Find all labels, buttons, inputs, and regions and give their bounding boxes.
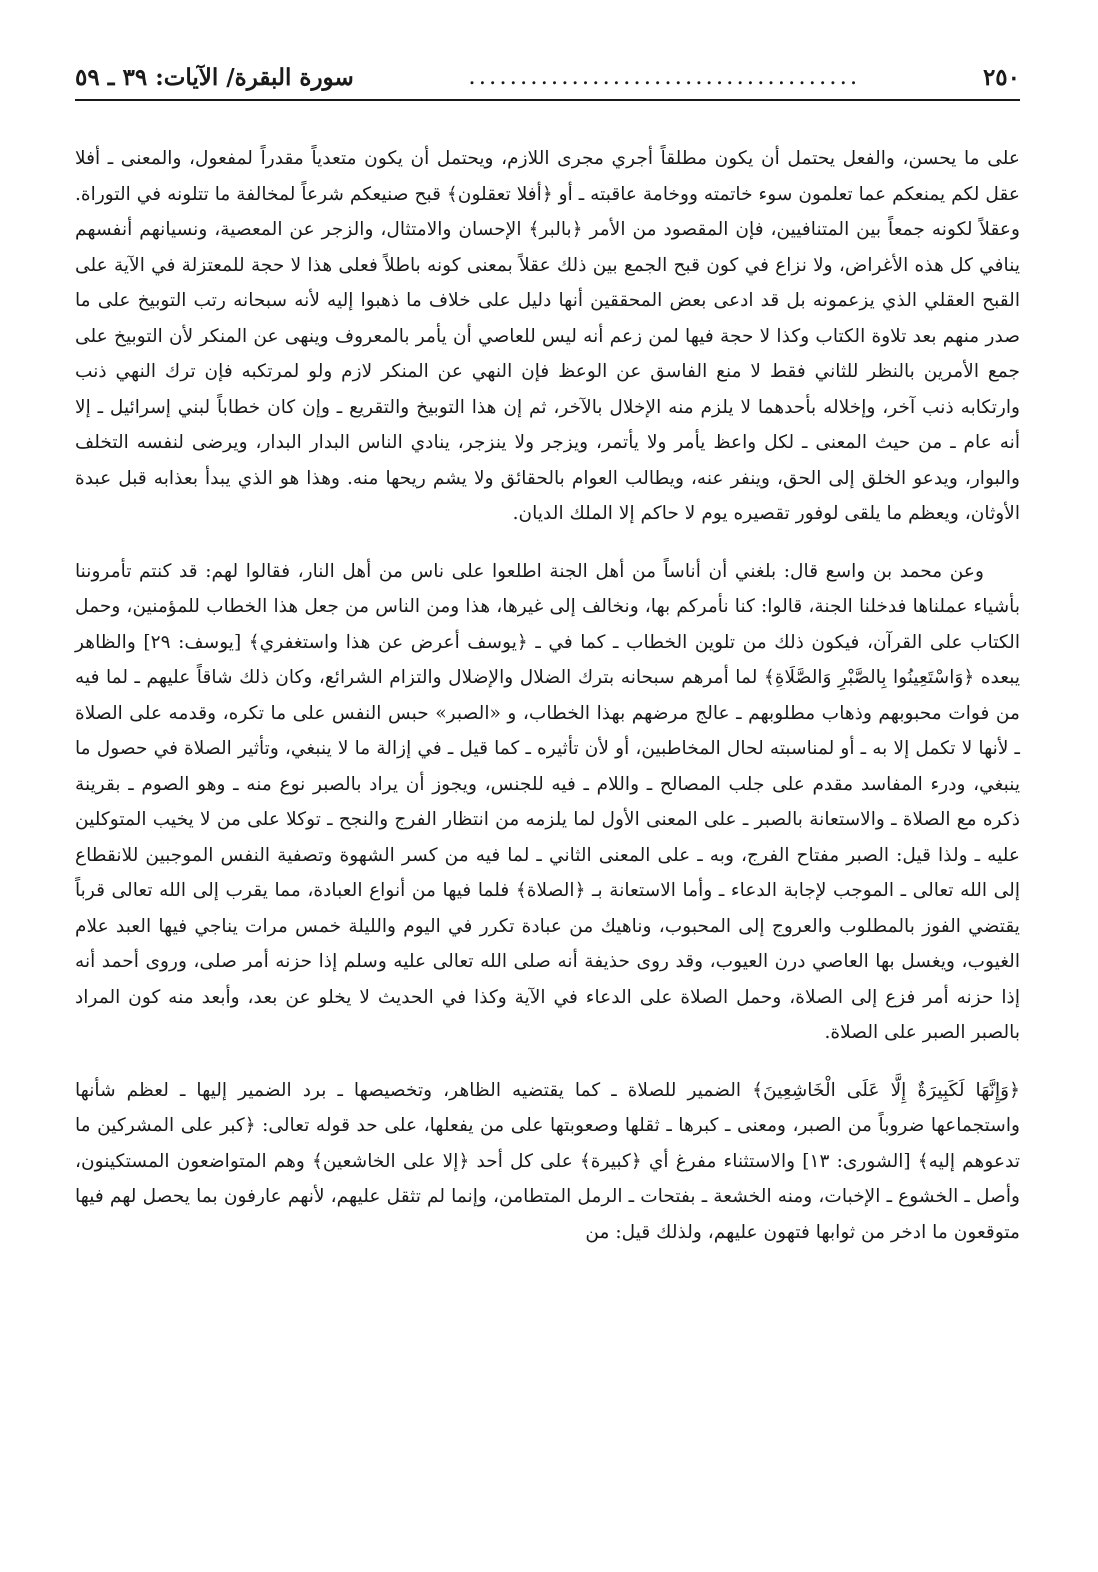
dot-leader: ...................................... (468, 64, 861, 90)
section-title: سورة البقرة/ الآيات: ٣٩ ـ ٥٩ (75, 63, 354, 91)
body-text (75, 141, 1020, 1250)
book-page (75, 55, 1020, 1552)
paragraph-patience-prayer: وعن محمد بن واسع قال: بلغني أن أناساً من أهل الجنة اطلعوا على ناس من أهل النار، فقالوا لهم: قد كنتم تأمروننا بأشياء عملناها فدخلنا الجنة، قالوا: كنا نأمركم بها، ونخالف إلى غيرها، هذا ومن الناس من جعل هذا الخطاب للمؤمنين، وحمل الكتاب على القرآن، فيكون ذلك من تلوين الخطاب ـ كما في ـ ﴿يوسف أعرض عن هذا واستغفري﴾ [يوسف: ٢٩] والظاهر يبعده ﴿وَاسْتَعِينُوا بِالصَّبْرِ وَالصَّلَاةِ﴾ لما أمرهم سبحانه بترك الضلال والإضلال والتزام الشرائع، وكان ذلك شاقاً عليهم ـ لما فيه من فوات محبوبهم وذهاب مطلوبهم ـ عالج مرضهم بهذا الخطاب، و «الصبر» حبس النفس على ما تكره، وقدمه على الصلاة ـ لأنها لا تكمل إلا به ـ أو لمناسبته لحال المخاطبين، أو لأن تأثيره ـ كما قيل ـ في إزالة ما لا ينبغي، وتأثير الصلاة في حصول ما ينبغي، ودرء المفاسد مقدم على جلب المصالح ـ واللام ـ فيه للجنس، ويجوز أن يراد بالصبر نوع منه ـ وهو الصوم ـ بقرينة ذكره مع الصلاة ـ والاستعانة بالصبر ـ على المعنى الأول لما يلزمه من انتظار الفرج والنجح ـ توكلا على من لا يخيب المتوكلين عليه ـ ولذا قيل: الصبر مفتاح الفرج، وبه ـ على المعنى الثاني ـ لما فيه من كسر الشهوة وتصفية النفس الموجبين للانقطاع إلى الله تعالى ـ الموجب لإجابة الدعاء ـ وأما الاستعانة بـ ﴿الصلاة﴾ فلما فيها من أنواع العبادة، مما يقرب إلى الله تعالى قرباً يقتضي الفوز بالمطلوب والعروج إلى المحبوب، وناهيك من عبادة تكرر في اليوم والليلة خمس مرات يناجي فيها العبد علام الغيوب، ويغسل بها العاصي درن العيوب، وقد روى حذيفة أنه صلى الله تعالى عليه وسلم إذا حزنه أمر صلى، وروى أحمد أنه إذا حزنه أمر فزع إلى الصلاة، وحمل الصلاة على الدعاء في الآية وكذا في الحديث لا يخلو عن بعد، وأبعد منه كون المراد بالصبر الصبر على الصلاة. (75, 560, 1020, 1043)
page-number: ٢٥٠ (982, 63, 1020, 91)
running-header (75, 55, 1020, 101)
paragraph-humble-ones: ﴿وَإِنَّهَا لَكَبِيرَةٌ إِلَّا عَلَى الْخَاشِعِينَ﴾ الضمير للصلاة ـ كما يقتضيه الظاهر، وتخصيصها ـ برد الضمير إليها ـ لعظم شأنها واستجماعها ضروباً من الصبر، ومعنى ـ كبرها ـ ثقلها وصعوبتها على من يفعلها، على حد قوله تعالى: ﴿كبر على المشركين ما تدعوهم إليه﴾ [الشورى: ١٣] والاستثناء مفرغ أي ﴿كبيرة﴾ على كل أحد ﴿إلا على الخاشعين﴾ وهم المتواضعون المستكينون، وأصل ـ الخشوع ـ الإخبات، ومنه الخشعة ـ بفتحات ـ الرمل المتطامن، وإنما لم تثقل عليهم، لأنهم عارفون بما يحصل لهم فيها متوقعون ما ادخر من ثوابها فتهون عليهم، ولذلك قيل: من (75, 1079, 1020, 1243)
paragraph-tafsir-reproach: على ما يحسن، والفعل يحتمل أن يكون مطلقاً أجري مجرى اللازم، ويحتمل أن يكون متعدياً مقدراً لمفعول، والمعنى ـ أفلا عقل لكم يمنعكم عما تعلمون سوء خاتمته ووخامة عاقبته ـ أو ﴿أفلا تعقلون﴾ قبح صنيعكم شرعاً لمخالفة ما تتلونه في التوراة. وعقلاً لكونه جمعاً بين المتنافيين، فإن المقصود من الأمر ﴿بالبر﴾ الإحسان والامتثال، والزجر عن المعصية، ونسيانهم أنفسهم ينافي كل هذه الأغراض، ولا نزاع في كون قبح الجمع بين ذلك عقلاً بمعنى كونه باطلاً فعلى هذا لا حجة للمعتزلة في الآية على القبح العقلي الذي يزعمونه بل قد ادعى بعض المحققين أنها دليل على خلاف ما ذهبوا إليه لأنه سبحانه رتب التوبيخ على ما صدر منهم بعد تلاوة الكتاب وكذا لا حجة فيها لمن زعم أنه ليس للعاصي أن يأمر بالمعروف وينهى عن المنكر لأن التوبيخ على جمع الأمرين بالنظر للثاني فقط لا منع الفاسق عن الوعظ فإن النهي عن المنكر لازم ولو لمرتكبه فإن ترك النهي ذنب وارتكابه ذنب آخر، وإخلاله بأحدهما لا يلزم منه الإخلال بالآخر، ثم إن هذا التوبيخ والتقريع ـ وإن كان خطاباً لبني إسرائيل ـ إلا أنه عام ـ من حيث المعنى ـ لكل واعظ يأمر ولا يأتمر، ويزجر ولا ينزجر، ينادي الناس البدار البدار، ويرضى لنفسه التخلف والبوار، ويدعو الخلق إلى الحق، وينفر عنه، ويطالب العوام بالحقائق ولا يشم ريحها منه. وهذا هو الذي يبدأ بعذابه قبل عبدة الأوثان، ويعظم ما يلقى لوفور تقصيره يوم لا حاكم إلا الملك الديان. (75, 148, 1021, 524)
